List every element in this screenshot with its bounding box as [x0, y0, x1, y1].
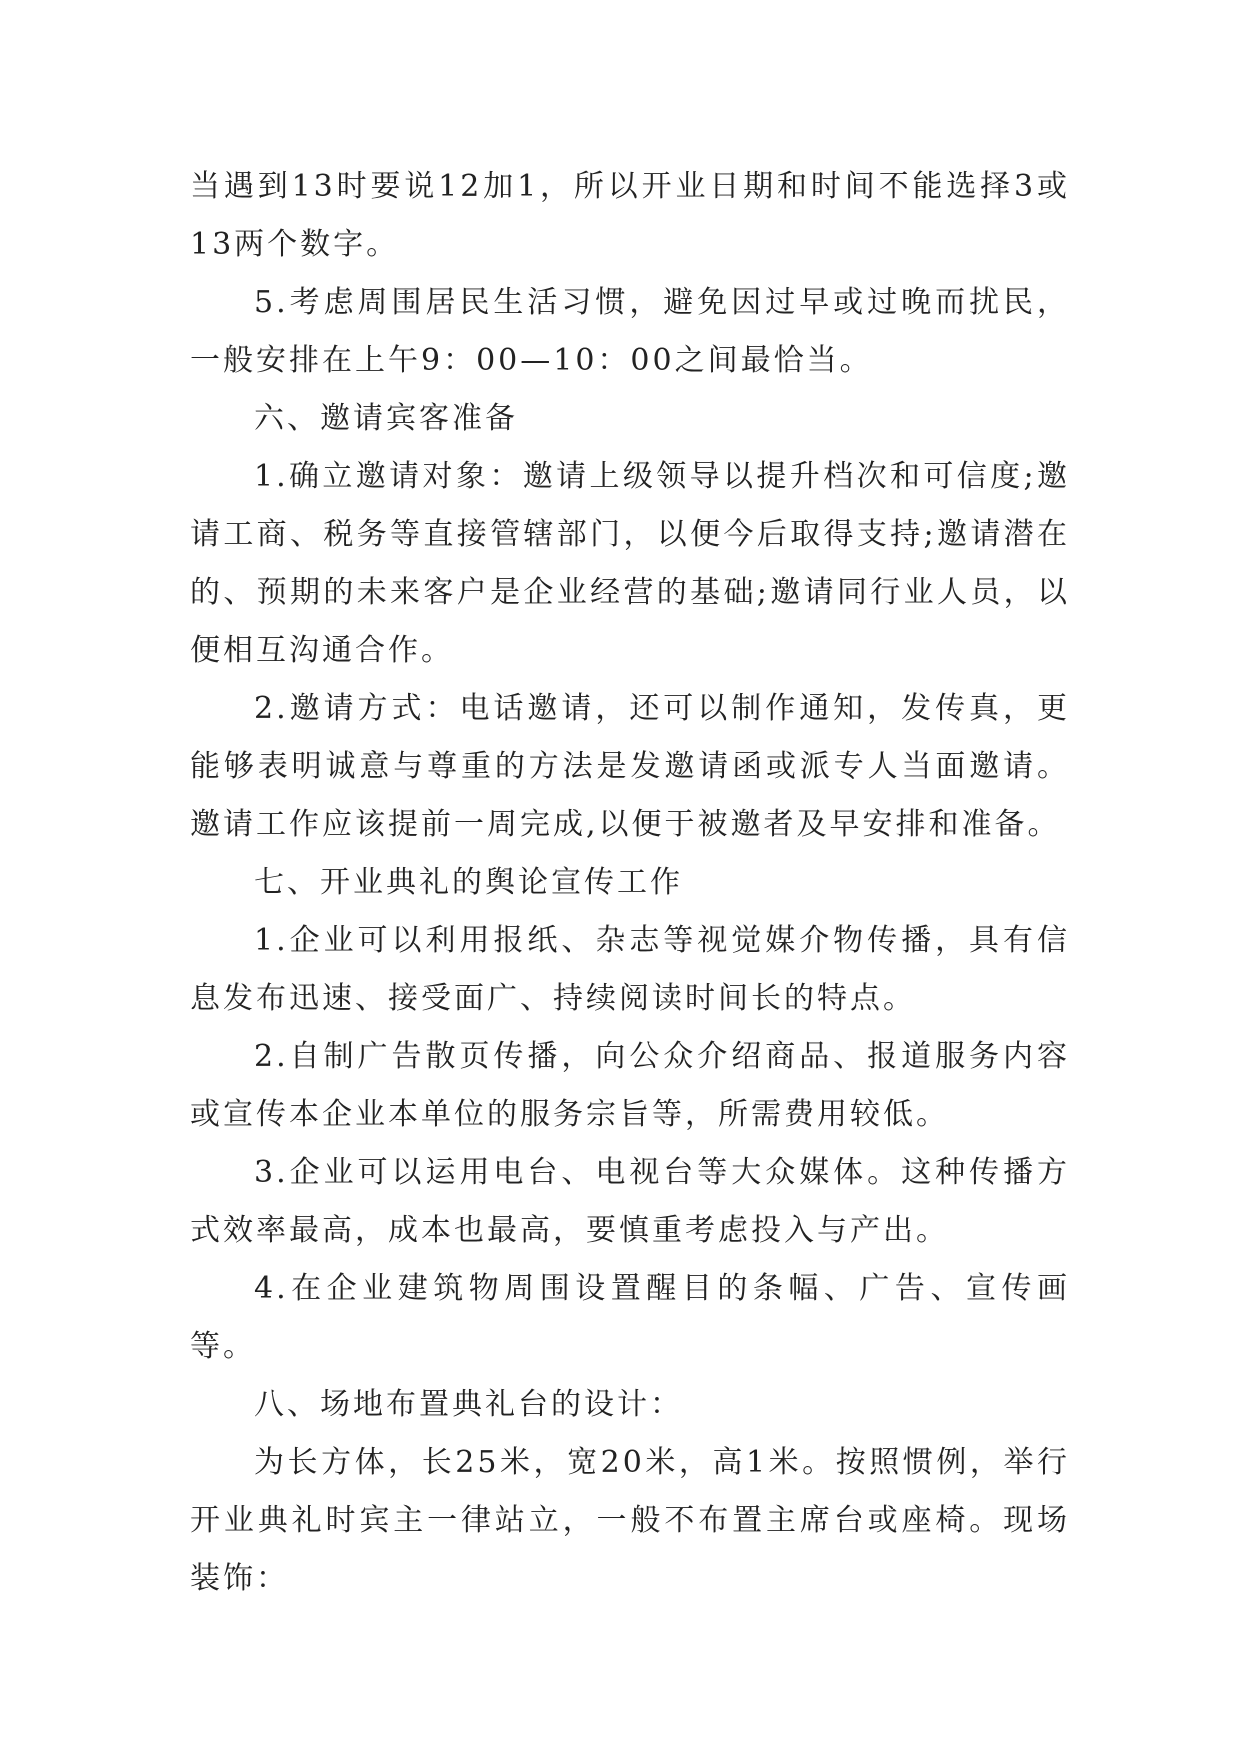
section-heading: 六、邀请宾客准备: [254, 401, 518, 436]
paragraph: 3.企业可以运用电台、电视台等大众媒体。这种传播方式效率最高，成本也最高，要慎重考虑投入与产出。: [190, 1155, 1070, 1248]
paragraph: 当遇到13时要说12加1，所以开业日期和时间不能选择3或13两个数字。: [190, 169, 1070, 262]
paragraph: 1.确立邀请对象：邀请上级领导以提升档次和可信度;邀请工商、税务等直接管辖部门，以便今后取得支持;邀请潜在的、预期的未来客户是企业经营的基础;邀请同行业人员，以便相互沟通合作。: [190, 459, 1070, 668]
document-body: [190, 158, 1070, 1608]
paragraph: 5.考虑周围居民生活习惯，避免因过早或过晚而扰民，一般安排在上午9：00—10：00之间最恰当。: [190, 285, 1070, 378]
paragraph: 1.企业可以利用报纸、杂志等视觉媒介物传播，具有信息发布迅速、接受面广、持续阅读时间长的特点。: [190, 923, 1070, 1016]
section-heading: 七、开业典礼的舆论宣传工作: [254, 865, 683, 900]
paragraph: 4.在企业建筑物周围设置醒目的条幅、广告、宣传画等。: [190, 1271, 1070, 1364]
section-heading: 八、场地布置典礼台的设计：: [254, 1387, 683, 1422]
paragraph: 2.邀请方式：电话邀请，还可以制作通知，发传真，更能够表明诚意与尊重的方法是发邀请函或派专人当面邀请。邀请工作应该提前一周完成,以便于被邀者及早安排和准备。: [190, 691, 1070, 842]
paragraph: 为长方体，长25米，宽20米，高1米。按照惯例，举行开业典礼时宾主一律站立，一般不布置主席台或座椅。现场装饰：: [190, 1445, 1070, 1596]
paragraph: 2.自制广告散页传播，向公众介绍商品、报道服务内容或宣传本企业本单位的服务宗旨等，所需费用较低。: [190, 1039, 1070, 1132]
